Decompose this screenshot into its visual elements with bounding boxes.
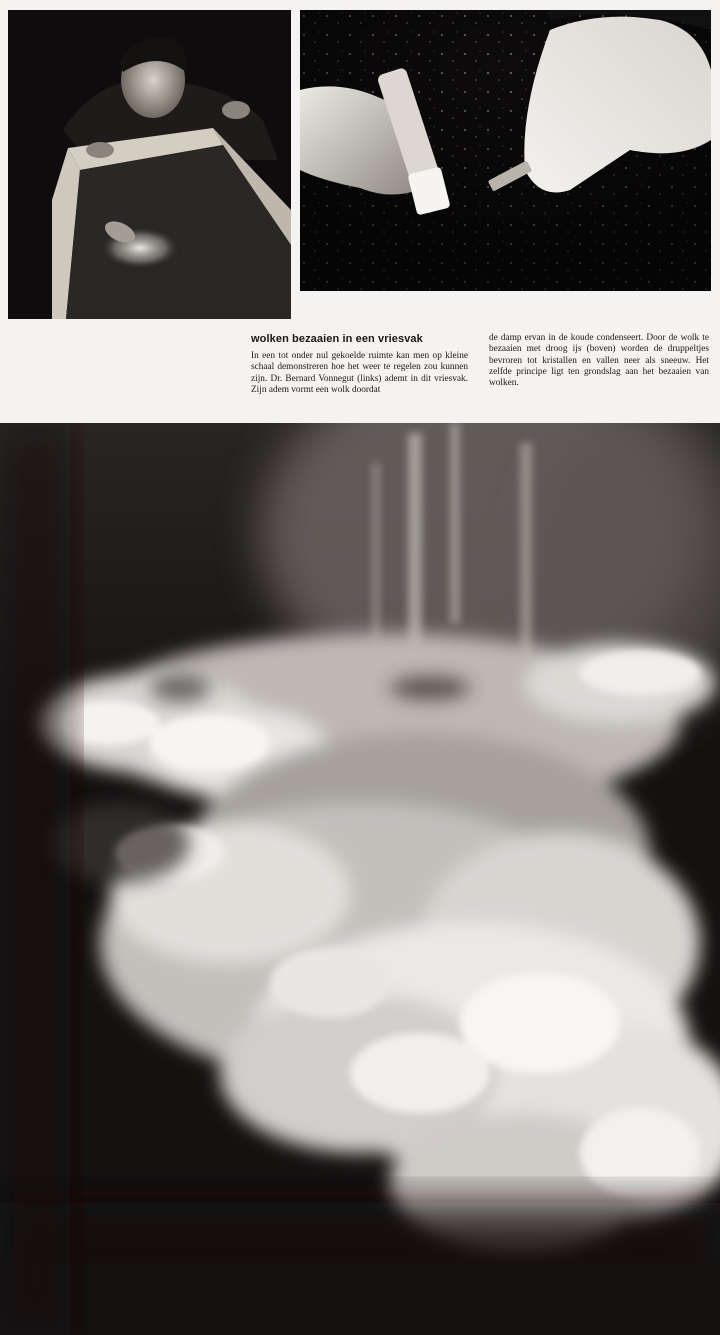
photo-hands-dry-ice — [300, 10, 711, 291]
caption-column-1: In een tot onder nul gekoelde ruimte kan men op kleine schaal demonstreren hoe het weer te regelen zou kunnen zijn. Dr. Bernard Vonnegut (links) ademt in dit vriesvak. Zijn adem vormt een wolk doordat — [251, 351, 468, 395]
caption-title: wolken bezaaien in een vriesvak — [251, 333, 423, 345]
photo-cloud-freezer — [0, 423, 720, 1335]
caption-column-2: de damp ervan in de koude condenseert. Door de wolk te bezaaien met droog ijs (boven) worden de druppeltjes bevroren tot kristallen en vallen neer als sneeuw. Het zelfde principe ligt ten grondslag aan het bezaaien van wolken. — [489, 333, 709, 389]
photo-scientist-freezer — [8, 10, 291, 319]
